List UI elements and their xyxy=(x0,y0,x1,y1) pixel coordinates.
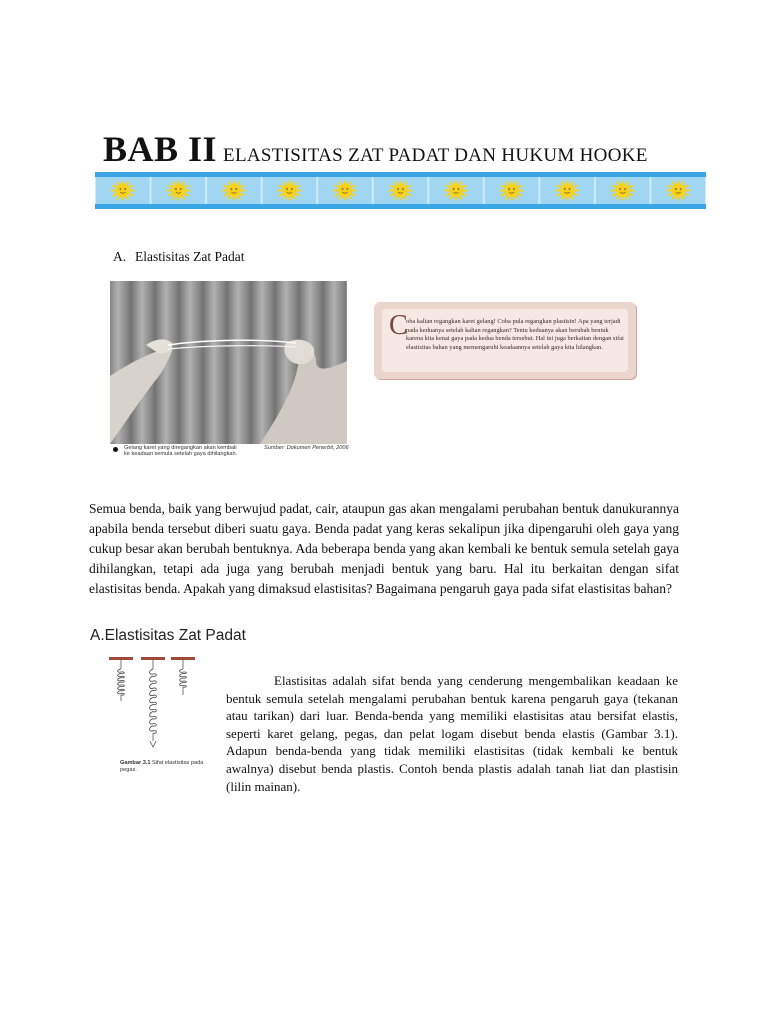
spring-coil xyxy=(180,669,187,687)
chapter-title: ELASTISITAS ZAT PADAT DAN HUKUM HOOKE xyxy=(223,145,648,166)
springs-figure xyxy=(107,655,202,750)
photo-source: Sumber: Dokumen Penerbit, 2006 xyxy=(264,445,349,451)
spring-caption xyxy=(120,760,210,774)
chapter-number: BAB II xyxy=(103,129,218,169)
drop-cap: C xyxy=(389,310,408,341)
callout-box xyxy=(374,302,636,379)
section-number: A. xyxy=(113,249,127,264)
caption-bullet xyxy=(113,447,118,452)
page-title xyxy=(103,128,648,170)
definition-paragraph: Elastisitas adalah sifat benda yang cenderung mengembalikan keadaan ke bentuk semula setelah mengalami perubahan bentuk karena pengaruh gaya (tekanan atau tarikan) dari luar. Benda-benda yang memiliki elastisitas atau bersifat elastis, seperti karet gelang, pegas, dan pelat logam disebut benda elastis (Gambar 3.1). Adapun benda-benda yang tidak memiliki elastisitas (tidak kembali ke bentuk awalnya) disebut benda plastis. Contoh benda plastis adalah tanah liat dan plastisin (lilin mainan). xyxy=(226,673,678,794)
section-heading-a2: A.Elastisitas Zat Padat xyxy=(90,627,246,644)
sun-banner xyxy=(95,172,706,209)
section-heading-a xyxy=(113,249,244,265)
spring-caption-text: Sifat elastisitas pada pegas. xyxy=(120,760,204,773)
rubber-band-photo xyxy=(110,281,347,444)
photo-caption: Gelang karet yang diregangkan akan kembali ke keadaan semula setelah gaya dihilangkan. xyxy=(124,445,238,458)
intro-paragraph: Semua benda, baik yang berwujud padat, cair, ataupun gas akan mengalami perubahan bentuk danukurannya apabila benda tersebut diberi suatu gaya. Benda padat yang keras sekalipun jika dipengaruhi oleh gaya yang cukup besar akan berubah bentuknya. Ada beberapa benda yang akan kembali ke bentuk semula setelah gaya dihilangkan, tetapi ada juga yang berubah menjadi bentuk yang baru. Hal itu berkaitan dengan sifat elastisitas benda. Apakah yang dimaksud elastisitas? Bagaimana pengaruh gaya pada sifat elastisitas bahan? xyxy=(89,501,679,596)
spring-coil xyxy=(118,669,125,695)
callout-text: oba kalian regangkan karet gelang! Coba pula regangkan plastisin! Apa yang terjadi pada keduanya setelah kalian regangkan? Tentu keduanya akan berubah bentuk karena kita kenai gaya pada kedua benda tersebut. Hal ini juga berkaitan dengan sifat elastisitas bahan yang memengaruhi keadaannya setelah gaya kita hilangkan. xyxy=(406,318,624,351)
callout-inner xyxy=(382,309,628,372)
spring-caption-label: Gambar 3.1 xyxy=(120,760,151,766)
spring-coil xyxy=(150,669,157,733)
section-label: Elastisitas Zat Padat xyxy=(135,249,245,264)
